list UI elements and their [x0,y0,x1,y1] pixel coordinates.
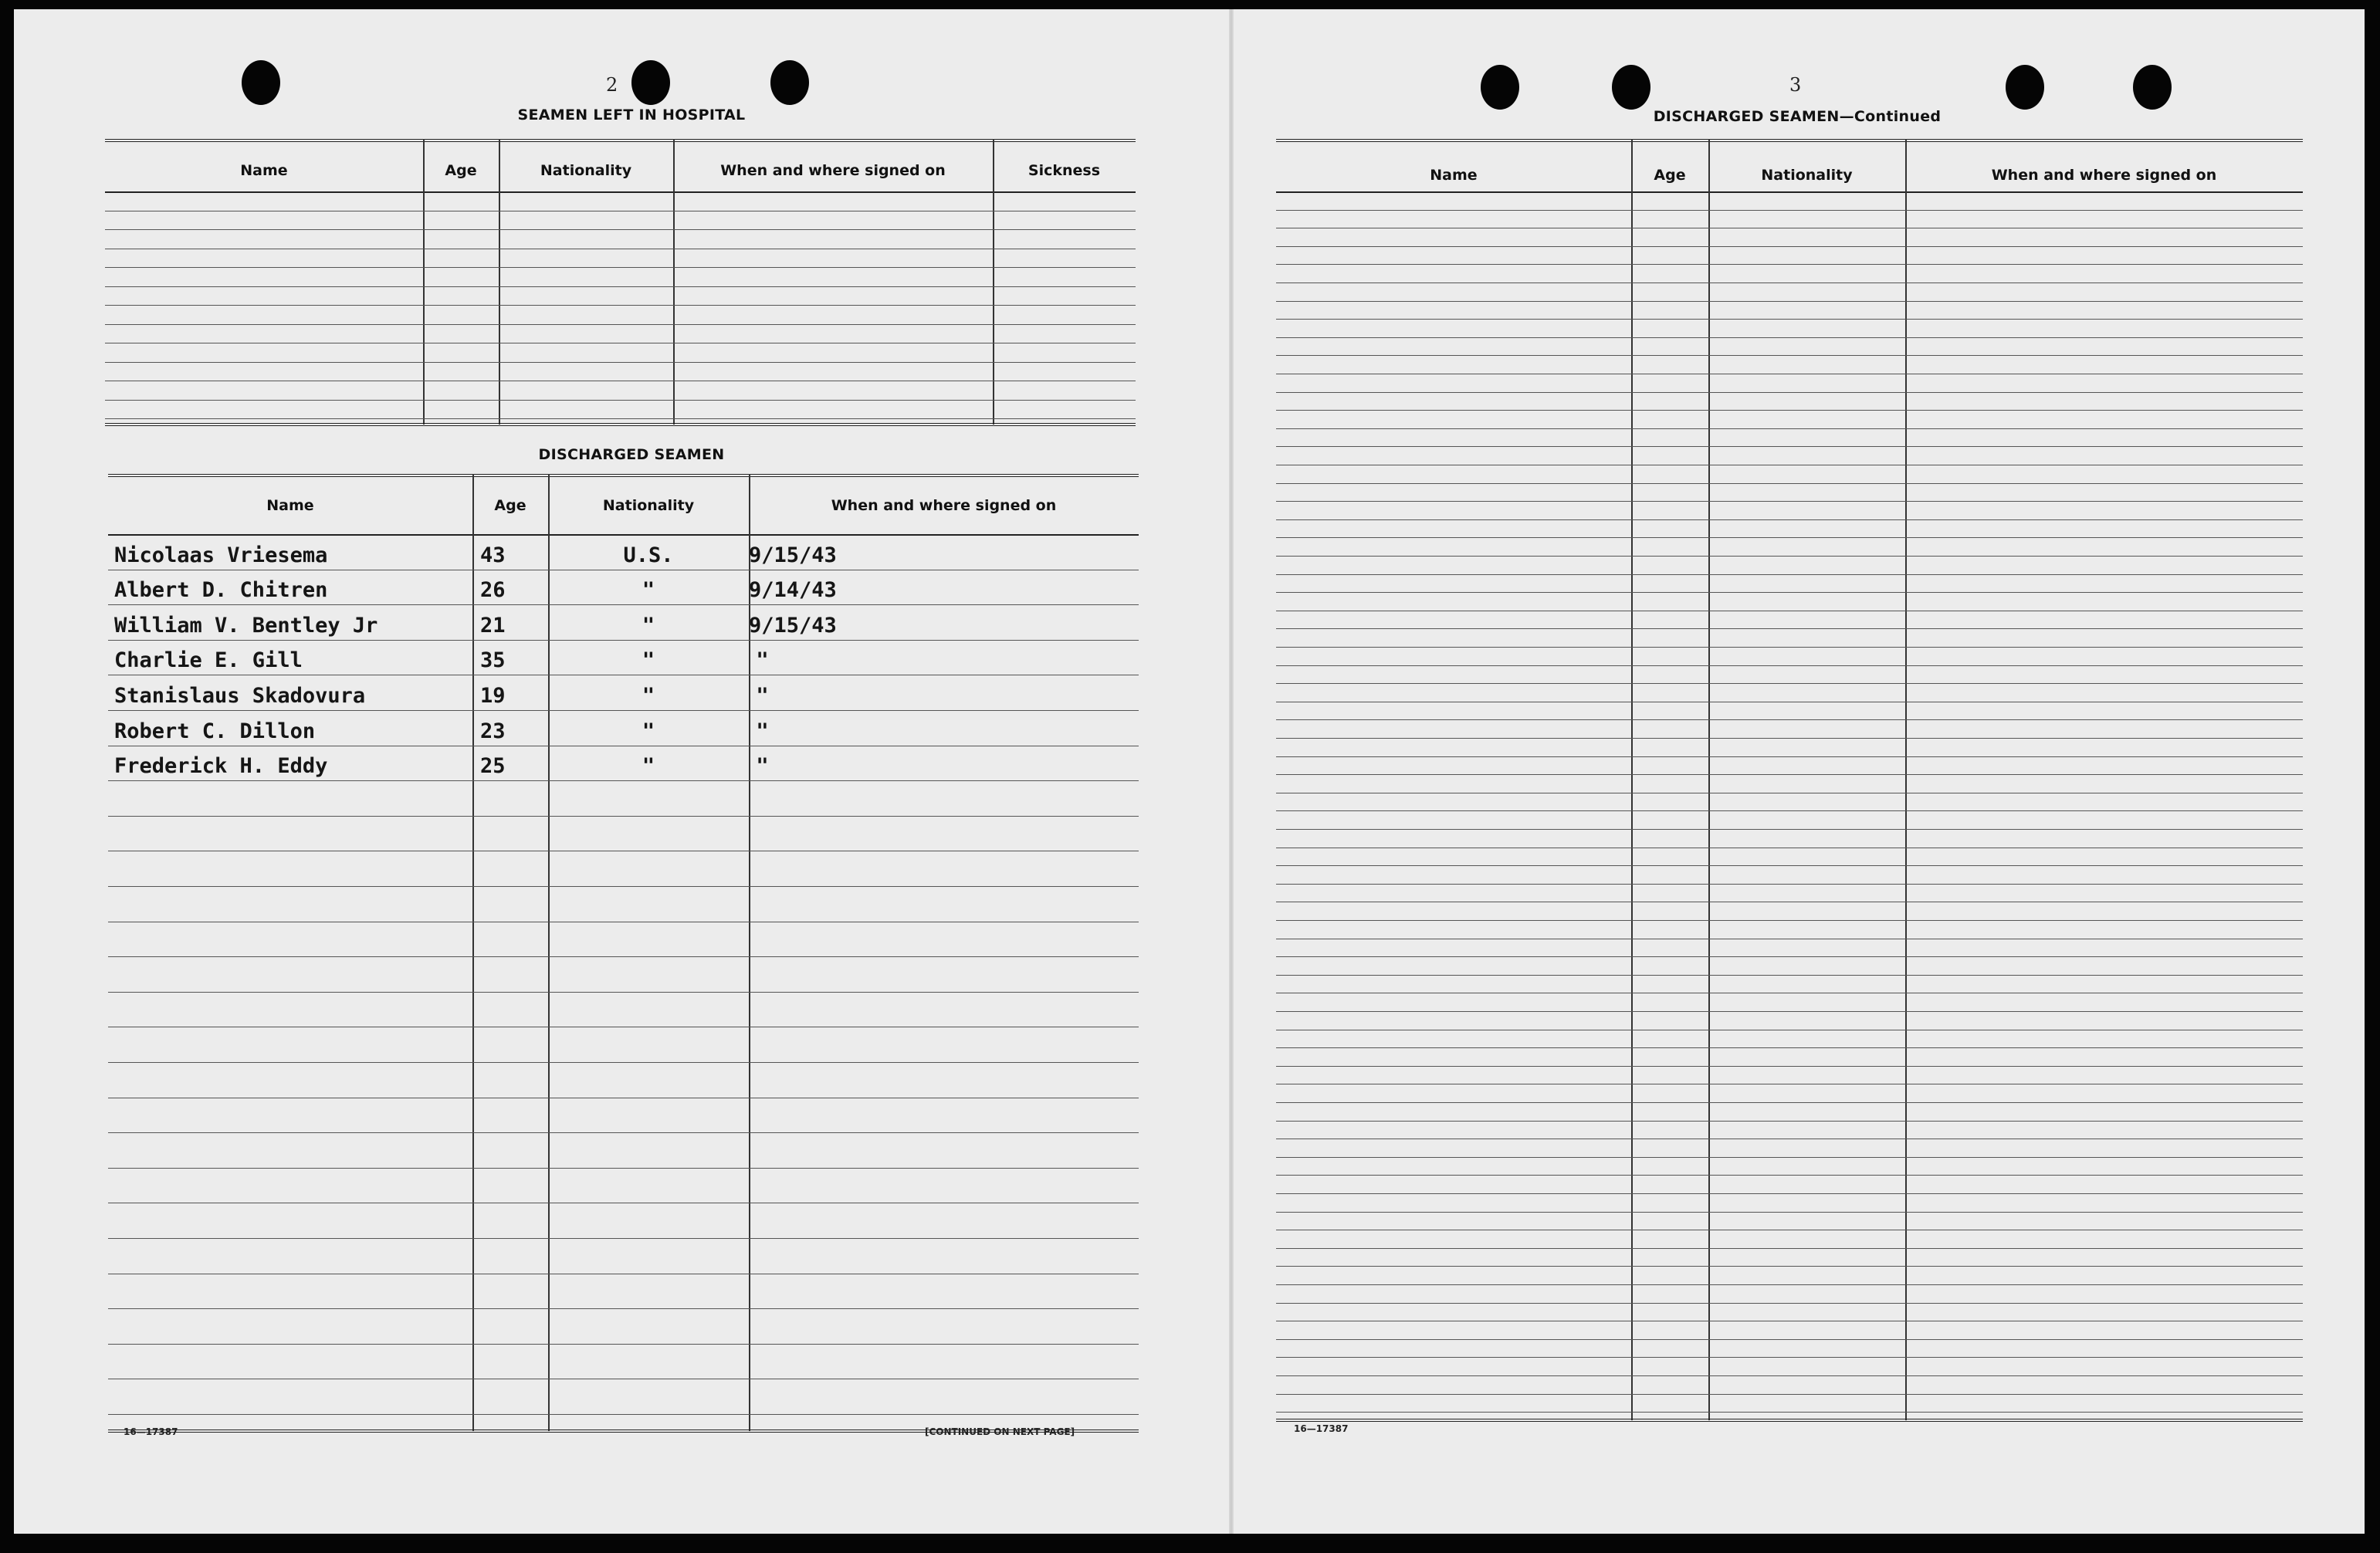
table-ruled-line [1276,1121,2303,1122]
table-ruled-line [1276,1375,2303,1376]
table-header-age: Age [445,162,477,179]
table-ruled-line [1276,592,2303,593]
discharged-row-age: 26 [480,578,506,603]
discharged-continued-title [1558,108,2036,125]
table-ruled-line [1276,1412,2303,1413]
page-number-left: 2 [606,74,618,96]
discharged-row-signed-on: " [756,719,769,743]
table-ruled-line [105,286,1136,287]
table-ruled-line [1276,210,2303,211]
discharged-row-age: 19 [480,684,506,708]
discharged-row-age: 25 [480,754,506,779]
table-ruled-line [1276,537,2303,538]
discharged-row-name: Albert D. Chitren [114,578,328,603]
table-ruled-line [1276,301,2303,302]
discharged-row-signed-on: " [756,684,769,708]
table-header-nationality: Nationality [1761,167,1853,184]
table-ruled-line [1276,428,2303,429]
punch-hole [770,60,809,105]
table-column-divider [673,139,675,425]
table-ruled-line [108,604,1139,605]
table-ruled-line [1276,246,2303,247]
form-number-right: 16—17387 [1294,1423,1349,1434]
table-ruled-line [108,1132,1139,1133]
discharged-continued-title-main: DISCHARGED SEAMEN [1653,108,1840,125]
discharged-row-nationality: " [642,613,655,638]
table-ruled-line [1276,884,2303,885]
table-ruled-line [1276,865,2303,866]
table-column-divider [1631,139,1633,1420]
table-ruled-line [1276,337,2303,338]
table-ruled-line [108,640,1139,641]
table-ruled-line [1276,756,2303,757]
table-header-name: Name [240,162,288,179]
discharged-row-age: 43 [480,543,506,567]
discharged-continued-table [1276,139,2303,1420]
discharged-row-nationality: " [642,719,655,743]
table-ruled-line [108,956,1139,957]
punch-hole [631,60,670,105]
discharged-section-title: DISCHARGED SEAMEN [538,446,725,463]
table-column-divider [423,139,425,425]
table-ruled-line [105,418,1136,419]
table-header-rule [1276,191,2303,193]
page-number-right: 3 [1789,74,1802,96]
table-ruled-line [108,1062,1139,1063]
form-number-left: 16—17387 [124,1426,178,1437]
discharged-row-nationality: " [642,684,655,708]
table-ruled-line [105,229,1136,230]
table-ruled-line [1276,1102,2303,1103]
table-header-signed-on: When and where signed on [1991,167,2217,184]
hospital-section-title: SEAMEN LEFT IN HOSPITAL [517,107,746,123]
discharged-row-signed-on: " [756,754,769,779]
discharged-table [108,474,1139,1431]
table-column-divider [499,139,500,425]
table-header-age: Age [1654,167,1686,184]
table-ruled-line [1276,1284,2303,1285]
document-page [14,9,2365,1534]
table-ruled-line [1276,1339,2303,1340]
punch-hole [242,60,280,105]
table-ruled-line [1276,392,2303,393]
table-ruled-line [1276,829,2303,830]
table-ruled-line [1276,319,2303,320]
continued-note: [CONTINUED ON NEXT PAGE] [925,1426,1075,1437]
table-ruled-line [1276,683,2303,684]
table-ruled-line [1276,574,2303,575]
table-ruled-line [108,1238,1139,1239]
discharged-row-signed-on: 9/14/43 [749,578,837,603]
discharged-row-signed-on: 9/15/43 [749,613,837,638]
table-ruled-line [1276,1047,2303,1048]
table-column-divider [993,139,994,425]
discharged-row-name: Robert C. Dillon [114,719,316,743]
table-ruled-line [1276,1266,2303,1267]
table-ruled-line [1276,410,2303,411]
table-ruled-line [108,1168,1139,1169]
table-ruled-line [1276,446,2303,447]
table-ruled-line [1276,1248,2303,1249]
table-ruled-line [1276,647,2303,648]
table-ruled-line [1276,1193,2303,1194]
table-ruled-line [1276,1011,2303,1012]
table-ruled-line [108,992,1139,993]
table-ruled-line [1276,956,2303,957]
discharged-row-nationality: U.S. [623,543,674,567]
table-header-name: Name [266,497,314,514]
table-ruled-line [1276,665,2303,666]
table-ruled-line [1276,920,2303,921]
table-header-nationality: Nationality [602,497,695,514]
table-ruled-line [1276,556,2303,557]
table-ruled-line [1276,1357,2303,1358]
table-ruled-line [108,780,1139,781]
table-bottom-rule [105,423,1136,428]
table-column-divider [1708,139,1710,1420]
punch-hole [2006,65,2044,110]
discharged-row-signed-on: " [756,648,769,673]
table-header-signed-on: When and where signed on [831,497,1057,514]
table-header-age: Age [494,497,526,514]
table-header-signed-on: When and where signed on [720,162,946,179]
table-header-rule [105,191,1136,193]
table-ruled-line [1276,264,2303,265]
table-ruled-line [105,267,1136,268]
table-ruled-line [1276,810,2303,811]
table-ruled-line [1276,1157,2303,1158]
table-ruled-line [1276,1066,2303,1067]
discharged-row-name: Stanislaus Skadovura [114,684,366,708]
table-bottom-rule [1276,1419,2303,1424]
discharged-row-name: William V. Bentley Jr [114,613,378,638]
table-ruled-line [1276,355,2303,356]
table-ruled-line [1276,774,2303,775]
table-header-name: Name [1430,167,1478,184]
table-ruled-line [1276,483,2303,484]
table-ruled-line [105,400,1136,401]
table-ruled-line [105,324,1136,325]
table-ruled-line [1276,1303,2303,1304]
table-header-rule [108,534,1139,536]
punch-hole [2133,65,2172,110]
table-ruled-line [1276,719,2303,720]
discharged-row-nationality: " [642,578,655,603]
discharged-row-age: 21 [480,613,506,638]
table-ruled-line [1276,975,2303,976]
punch-hole [1481,65,1519,110]
table-top-rule [1276,139,2303,144]
discharged-row-signed-on: 9/15/43 [749,543,837,567]
table-ruled-line [108,886,1139,887]
discharged-continued-title-suffix: —Continued [1839,108,1942,125]
discharged-row-nationality: " [642,648,655,673]
table-ruled-line [105,362,1136,363]
discharged-row-nationality: " [642,754,655,779]
table-ruled-line [108,710,1139,711]
table-ruled-line [1276,738,2303,739]
table-ruled-line [1276,519,2303,520]
discharged-row-name: Nicolaas Vriesema [114,543,328,567]
discharged-row-age: 35 [480,648,506,673]
table-header-sickness: Sickness [1027,162,1101,179]
table-column-divider [1905,139,1907,1420]
discharged-row-name: Charlie E. Gill [114,648,303,673]
table-ruled-line [1276,1175,2303,1176]
discharged-row-age: 23 [480,719,506,743]
table-ruled-line [1276,628,2303,629]
table-ruled-line [108,816,1139,817]
table-ruled-line [1276,1212,2303,1213]
table-ruled-line [108,1414,1139,1415]
table-ruled-line [1276,1394,2303,1395]
table-top-rule [108,474,1139,479]
table-header-nationality: Nationality [540,162,632,179]
hospital-table [105,139,1136,425]
table-ruled-line [105,305,1136,306]
table-ruled-line [1276,501,2303,502]
discharged-row-name: Frederick H. Eddy [114,754,328,779]
punch-hole [1612,65,1650,110]
table-top-rule [105,139,1136,144]
table-ruled-line [108,1344,1139,1345]
page-fold [1229,9,1234,1534]
table-ruled-line [108,1308,1139,1309]
